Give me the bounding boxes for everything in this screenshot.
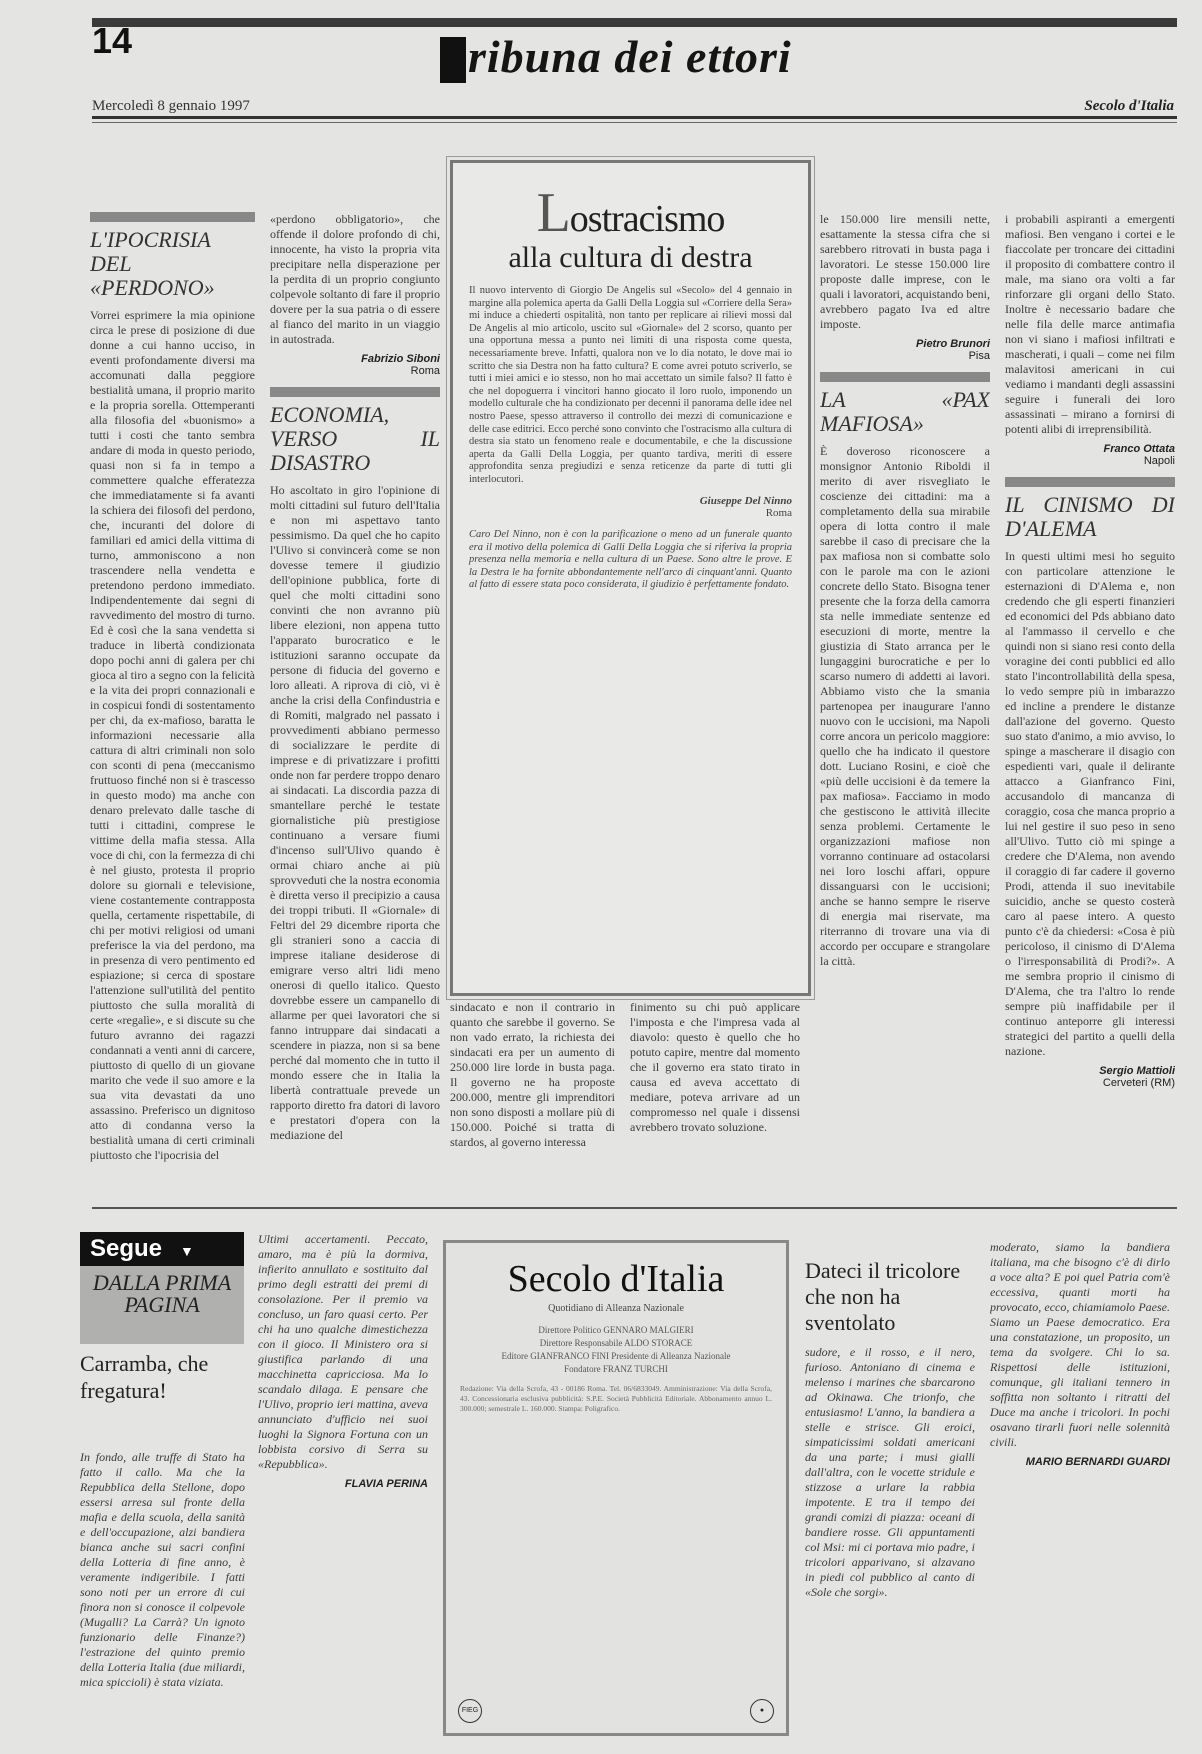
page-number: 14	[92, 20, 133, 61]
colophon-fineprint: Redazione: Via della Scrofa, 43 - 00186 Roma. Tel. 06/6833049. Amministrazione: Via della Scrofa, 43. Concessionaria esclusiva pubblicità: S.P.E. Società Pubblicità Editoriale. Abbonamento annuo L. 300.000; semestrale L. 160.000. Stampa: Poligrafico.	[460, 1384, 772, 1413]
letter-title-cinismo: IL CINISMO DI D'ALEMA	[1005, 492, 1175, 541]
article-body-cont: Ultimi accertamenti. Peccato, amaro, ma è più la dormiva, infierito annullato e sostituito dal primo degli estratti dei premi di consolazione. Per il premio va concluso, un faro quasi certo. Per chi ha uno qualche dimestichezza con il gioco. Il Ministero ora si giustifica parlando di una macchinetta capricciosa. Ma lo scandalo dilaga. E pensare che l'Ulivo, proprio ieri mattina, aveva annunciato d'ufficio nei suoi luoghi la Signora Fortuna con un lobbista corsivo di Serra su «Repubblica».	[258, 1232, 428, 1471]
letter-title-pax-mafiosa: LA «PAX MAFIOSA»	[820, 387, 990, 436]
tricolore-body-cont	[990, 1240, 1170, 1720]
featured-body	[453, 275, 808, 592]
letter-signature: Pietro Brunori	[916, 338, 990, 350]
featured-title-line2: alla cultura di destra	[508, 241, 753, 274]
newspaper-brand: Secolo d'Italia	[1084, 98, 1174, 114]
title-bar	[1005, 477, 1175, 487]
editor-reply: Caro Del Ninno, non è con la parificazione o meno ad un funerale quanto era il motivo della polemica di Galli Della Loggia che si riferiva la propria presenza nella memoria e nella cultura di un Paese. Sono altre le prove. E la Destra le ha fornite abbondantemente nell'arco di cinquant'anni. Quanto al fatto di essere stata poco considerata, il giudizio è perfettamente fondato.	[469, 529, 792, 591]
title-bar	[270, 387, 440, 397]
featured-text: Il nuovo intervento di Giorgio De Angelis sul «Secolo» del 4 gennaio in margine alla polemica aperta da Galli Della Loggia sul «Corriere della Sera» mi induce a chiederti ospitalità, non tanto per replicare ai rilievi mossi dal De Angelis al mio articolo, uscito sul «Giornale» del 2 scorso, quanto per una opportuna messa a punto nei limiti di una risposta come questa, necessariamente breve. Infatti, qualora non ve lo dia notato, le dove mai io scritto che sia Destra non ha fatto cultura? E come avrei potuto scriverlo, se tutti i miei amici e io stesso, non ho mai accettato un simile falso? Il fatto è che nel dopoguerra i vincitori hanno giocato il loro ruolo, imponendo un modello culturale che ha condizionato per decenni il panorama delle idee nel nostro Paese, spesso attraverso il controllo dei mezzi di comunicazione e delle case editrici. Ecco perché sono convinto che l'ostracismo alla cultura di destra sia stato un fenomeno reale e documentabile, e che la discussione aperta da Galli Della Loggia, per quanto tardiva, meriti di essere approfondita senza pregiudizi e senza reticenze da parte di tutti gli interlocutori.	[469, 285, 792, 485]
letter-signature: Franco Ottata	[1103, 443, 1175, 455]
letter-body-cont: i probabili aspiranti a emergenti mafiosi. Ben vengano i cortei e le fiaccolate per troncare dei cittadini il proposito di combattere contro il male, ma siano ora volti a far rinforzare gli organi dello Stato. Inoltre è necessario badare che nelle fila delle marce antimafia non vi siano i mafiosi infiltrati e mascherati, i quali – come nei film malavitosi americani in cui vediamo i mandanti degli assassini seguire i funerali dei loro assassinati – mirano a fornirsi di potenti alibi di irreprensibilità.	[1005, 212, 1175, 436]
article-signature: FLAVIA PERINA	[344, 1478, 428, 1490]
carramba-body-cont	[258, 1232, 428, 1722]
letter-title-ipocrisia: L'IPOCRISIA DEL «PERDONO»	[90, 227, 215, 300]
masthead-initial-block	[440, 37, 466, 83]
segue-label: Segue	[90, 1235, 163, 1262]
letter-body-cont: finimento su chi può applicare l'imposta e che l'impresa vada al diavolo: questo è quello che ho potuto capire, mentre dal momento che il governo era stato tirato in causa ed aveva accettato di mediare, poteva arrivare ad un compromesso nel quale i dissensi avrebbero trovato soluzione.	[630, 1000, 800, 1134]
header-rule	[92, 116, 1177, 119]
letter-title-economia: ECONOMIA, VERSO IL DISASTRO	[270, 402, 440, 475]
credit-line: Direttore Politico GENNARO MALGIERI	[538, 1325, 694, 1335]
credit-line: Editore GIANFRANCO FINI Presidente di Alleanza Nazionale	[501, 1351, 731, 1361]
featured-location: Roma	[765, 506, 792, 519]
letter-column-4	[820, 212, 990, 1012]
letter-column-1	[90, 212, 255, 1182]
segue-subtitle: DALLA PRIMA PAGINA	[92, 1270, 232, 1317]
letter-body-cont: le 150.000 lire mensili nette, esattamente la stessa cifra che si sarebbero ritrovati in busta paga i lavoratori. Le stesse 150.000 lire proposte dalle imprese, con le quali i lavoratori, acquistando beni, avrebbero pagato Iva ed altre imposte.	[820, 212, 990, 331]
letter-body: Ho ascoltato in giro l'opinione di molti cittadini sul futuro dell'Italia e non mi aspettavo tanto pessimismo. Da quel che ho capito l'Ulivo si convincerà come se non dovesse temere il giudizio dell'opinione pubblica, forte di quel che molti cittadini sono convinti che non avranno più libere elezioni, non appena tutto l'apparato burocratico e le istituzioni saranno occupate da persone di fiducia del governo e loro alleati. A riprova di ciò, vi è anche la crisi della Confindustria e di Romiti, malgrado nel passato i provvedimenti abbiano permesso di socializzare le perdite di imprese e di privatizzare i profitti onde non far perdere troppo denaro ai sindacati. La discordia pazza di smantellare perché le testate giornalistiche più prestigiose continuano a versare fiumi d'incenso sull'Ulivo quando è ormai chiaro anche ai più sprovveduti che la nostra economia è diretta verso il precipizio a causa dei troppi tributi. Il «Giornale» di Feltri del 29 dicembre riporta che gli stranieri sono a caccia di imprese italiane desiderose di emigrare verso altri lidi meno onerosi di quello italico. Questo dovrebbe essere un campanello di allarme per quei lavoratori che si fanno intruppare dai sindacati a scendere in piazza, non si sa bene perché dal momento che in tutto il mondo essere che in Italia la libertà contrattuale prevede un rapporto diretto fra datori di lavoro e prestatori d'opera con la mediazione del	[270, 483, 440, 1142]
colophon-name: Secolo d'Italia	[507, 1258, 725, 1300]
credit-line: Direttore Responsabile ALDO STORACE	[539, 1338, 693, 1348]
title-bar	[820, 372, 990, 382]
credit-line: Fondatore FRANZ TURCHI	[564, 1364, 668, 1374]
fieg-logo-icon: FIEG	[458, 1699, 482, 1723]
seal-icon: ●	[750, 1699, 774, 1723]
letter-body: Vorrei esprimere la mia opinione circa le prese di posizione di due donne a cui hanno ucciso, in eventi profondamente diversi ma accomunati dalla peggiore bestialità umana, il proprio marito e la propria sorella. Ottemperanti alla filosofia del «buonismo» a tutti i costi che tanto sembra andare di moda in questo periodo, quasi non si fa in tempo a commettere qualche efferatezza che immediatamente si fa avanti la schiera dei filosofi del perdono, che, incuranti del dolore di familiari ed amici della vittima di turno, ammoniscono a non trascendere nella vendetta e pretendono perdono immediato. Indipendentemente dai segni di ravvedimento del mostro di turno. Ed è così che la sana vendetta si traduce in libertà condizionata dopo pochi anni di galera per chi gioca al tiro a segno con la felicità e la vita dei propri connazionali e in cospicui fondi di sostentamento per chi, da ex-mafioso, baratta le informazioni necessarie alla cattura di altri criminali non solo con sconti di pena (meccanismo fruttuoso finché non si è trascesso in questo modo) ma anche con denaro prelevato dalle tasche di tutti i cittadini, comprese le vittime della mafia stessa. Alla voce di chi, con la fermezza di chi è nel giusto, protesta il proprio dolore su giornali e televisione, viene costantemente contrapposta quella, certamente rispettabile, di chi per motivi religiosi od umani preferisce la via del perdono, ma in presenza di vero pentimento ed espiazione; si cerca di spostare l'attenzione sull'utilità del pentito piuttosto che sulla moralità di certe «regalìe», e si discute su che futuro avranno dei ragazzi condannati a venti anni di carcere, piuttosto di quello di un giovane marito che vede il suo amore e la sua vita devastati da uno assassino. Preferisco un dignitoso atto di condanna verso la bestialità umana di certi criminali piuttosto che l'ipocrisia del	[90, 308, 255, 1162]
featured-signature: Giuseppe Del Ninno	[699, 494, 792, 507]
letter-location: Roma	[410, 365, 440, 377]
letter-location: Cerveteri (RM)	[1102, 1077, 1175, 1089]
title-bar	[90, 212, 255, 222]
colophon-credits	[446, 1324, 786, 1376]
carramba-article	[80, 1350, 240, 1404]
tricolore-title: Dateci il tricolore che non ha sventolato	[805, 1258, 961, 1335]
tricolore-body	[805, 1345, 975, 1730]
colophon-box	[443, 1240, 789, 1736]
masthead-text: ribuna dei ettori	[468, 31, 792, 82]
letter-signature: Fabrizio Siboni	[361, 353, 440, 365]
letter-column-2	[270, 212, 440, 1182]
letter-location: Napoli	[1143, 455, 1175, 467]
segue-block	[80, 1232, 244, 1344]
colophon-subtitle: Quotidiano di Alleanza Nazionale	[548, 1303, 684, 1314]
letter-location: Pisa	[968, 350, 990, 362]
article-signature: MARIO BERNARDI GUARDI	[1025, 1456, 1170, 1468]
letter-body-cont: sindacato e non il contrario in quanto che sarebbe il governo. Se non vado errato, la richiesta dei sindacati era per un aumento di 250.000 lire lorde in busta paga. Il governo ne ha proposte 200.000, mentre gli imprenditori non sono disposti a mollare più di 150.000. Poiché si tratta di stardos, al governo interessa	[450, 1000, 615, 1149]
top-rule	[92, 18, 1177, 27]
letter-column-5	[1005, 212, 1175, 1202]
segue-header	[80, 1232, 244, 1266]
issue-date: Mercoledì 8 gennaio 1997	[92, 98, 250, 114]
triangle-down-icon: ▼	[180, 1243, 194, 1259]
section-separator	[92, 1207, 1177, 1209]
letter-column-3b	[630, 1000, 800, 1182]
header-rule-thin	[92, 122, 1177, 123]
letter-body: È doveroso riconoscere a monsignor Antonio Riboldi il merito di aver risvegliato le coscienze dei cittadini: ma a completamento della sua mirabile opera di lotta contro il male sarebbe il caso di precisare che la pax mafiosa non si combatte solo con le parole ma con le azioni concrete dello Stato. Bisogna tener presente che la forza della camorra sta nelle immediate sentenze ed esecuzioni di morte, mentre la giustizia di Stato arranca per le lungaggini burocratiche e per lo scarso numero di addetti ai lavori. Abbiamo visto che la smania partenopea per inaugurare l'anno nuovo con le uccisioni, ma Napoli corre ancora un pericolo maggiore: quello che ha indicato il questore dott. Luciano Rosini, e cioè che «più delle uccisioni è da temere la pax mafiosa». Facciamo in modo che gestiscono le attività illecite senza problemi. Certamente le organizzazioni mafiose non vorranno continuare ad ostacolarsi nei loro loschi affari, oppure dissanguarsi con le uccisioni; anche se hanno sempre le riserve di energia mai riservate, ma riterranno di trovare una via di accordo per occupare e strangolare la città.	[820, 444, 990, 968]
carramba-body	[80, 1450, 245, 1740]
article-body: sudore, e il rosso, e il nero, furioso. Antoniano di cinema e melenso i marines che sbarcarono ad Okinawa. Che trionfo, che entusiasmo! L'anno, la bandiera a stelle e strisce. Gli eroici, simpaticissimi soldati americani da una parte; i musi gialli dall'altra, con le vocette stridule e stizzose a urlare la rabbia impotente. E tra il tempo dei grandi comizi di piazza: oceani di bandiere rosse. Gli appuntamenti col Msi: mi ci portava mio padre, i tricolori apparivano, si alzavano in piedi col pubblico al canto di «Sole che sorgi».	[805, 1345, 975, 1599]
letter-body-cont: «perdono obbligatorio», che offende il dolore profondo di chi, innocente, ha visto la propria vita precipitare nella disperazione per la perdita di un proprio congiunto colpevole soltanto di fare il proprio dovere per la sua patria o di essere al fianco del marito in un viaggio in autostrada.	[270, 212, 440, 346]
letter-signature: Sergio Mattioli	[1099, 1065, 1175, 1077]
letter-body: In questi ultimi mesi ho seguito con particolare attenzione le esternazioni di D'Alema e, non credendo che gli esperti finanzieri ed economici del Pds abbiano dato al l'ammasso il cervello e che quindi non si siano resi conto della voragine dei conti pubblici ed allo stato l'incontrollabilità della spesa, lo vedo sempre più in imbarazzo ed incline a prendere le distanze dall'azione del governo. Questo suo stato d'animo, a mio avviso, lo spinge a mascherare il disagio con espedienti vari, quale il delirante attacco a Gianfranco Fini, accusandolo di mancanza di coraggio, cosa che manca proprio a lui nel gestire il suo peso in seno all'Ulivo. Tutto ciò mi spinge a credere che D'Alema, non avendo il coraggio di far cadere il governo Prodi, attenda il suo inevitabile suicidio, anche se questo costerà caro al paese intero. A questo punto c'è da chiedersi: «Cosa è più pericoloso, il cinismo di D'Alema o l'irresponsabilità di Prodi?». A me sembra proprio il cinismo di D'Alema, che tra l'altro lo rende sempre più inaffidabile per il continuo anteporre gli interessi strategici del partito a quelli della nazione.	[1005, 549, 1175, 1058]
section-masthead	[440, 30, 792, 83]
letter-column-2b	[450, 1000, 615, 1182]
article-body-cont: moderato, siamo la bandiera italiana, ma che bisogno c'è di dirlo a voce alta? E poi quel Patria com'è eccessiva, quanti morti ha provocato, ecco, chiamiamolo Paese. Siamo un Paese democratico. Era una constatazione, un proposito, un tema da svolgere. Chi lo sa. Rispettosi delle istituzioni, comunque, gli italiani tennero in soffitta non soltanto i ritratti del Duce ma anche i tricolori. In pochi osavano tirarli fuori nelle solennità civili.	[990, 1240, 1170, 1449]
featured-title-line1	[453, 181, 808, 245]
title-word: ostracismo	[569, 198, 725, 240]
article-title: Carramba, che fregatura!	[80, 1351, 209, 1403]
article-body: In fondo, alle truffe di Stato ha fatto il callo. Ma che la Repubblica della Stellone, dopo essersi arresa sul fronte della mafia e della scuola, della sanità e dell'occupazione, alzi bandiera bianca anche sui sacri confini della Lotteria di fine anno, è veramente indigeribile. I fatti sono noti per un errore di cui finora non si conosce il colpevole (Mugalli? La Carrà? Un ignoto funzionario delle Finanze?) l'estrazione del quinto premio della Lotteria Italia (due miliardi, mica spiccioli) è stata viziata.	[80, 1450, 245, 1689]
featured-letter-box	[450, 160, 811, 996]
title-initial: L	[536, 182, 570, 244]
